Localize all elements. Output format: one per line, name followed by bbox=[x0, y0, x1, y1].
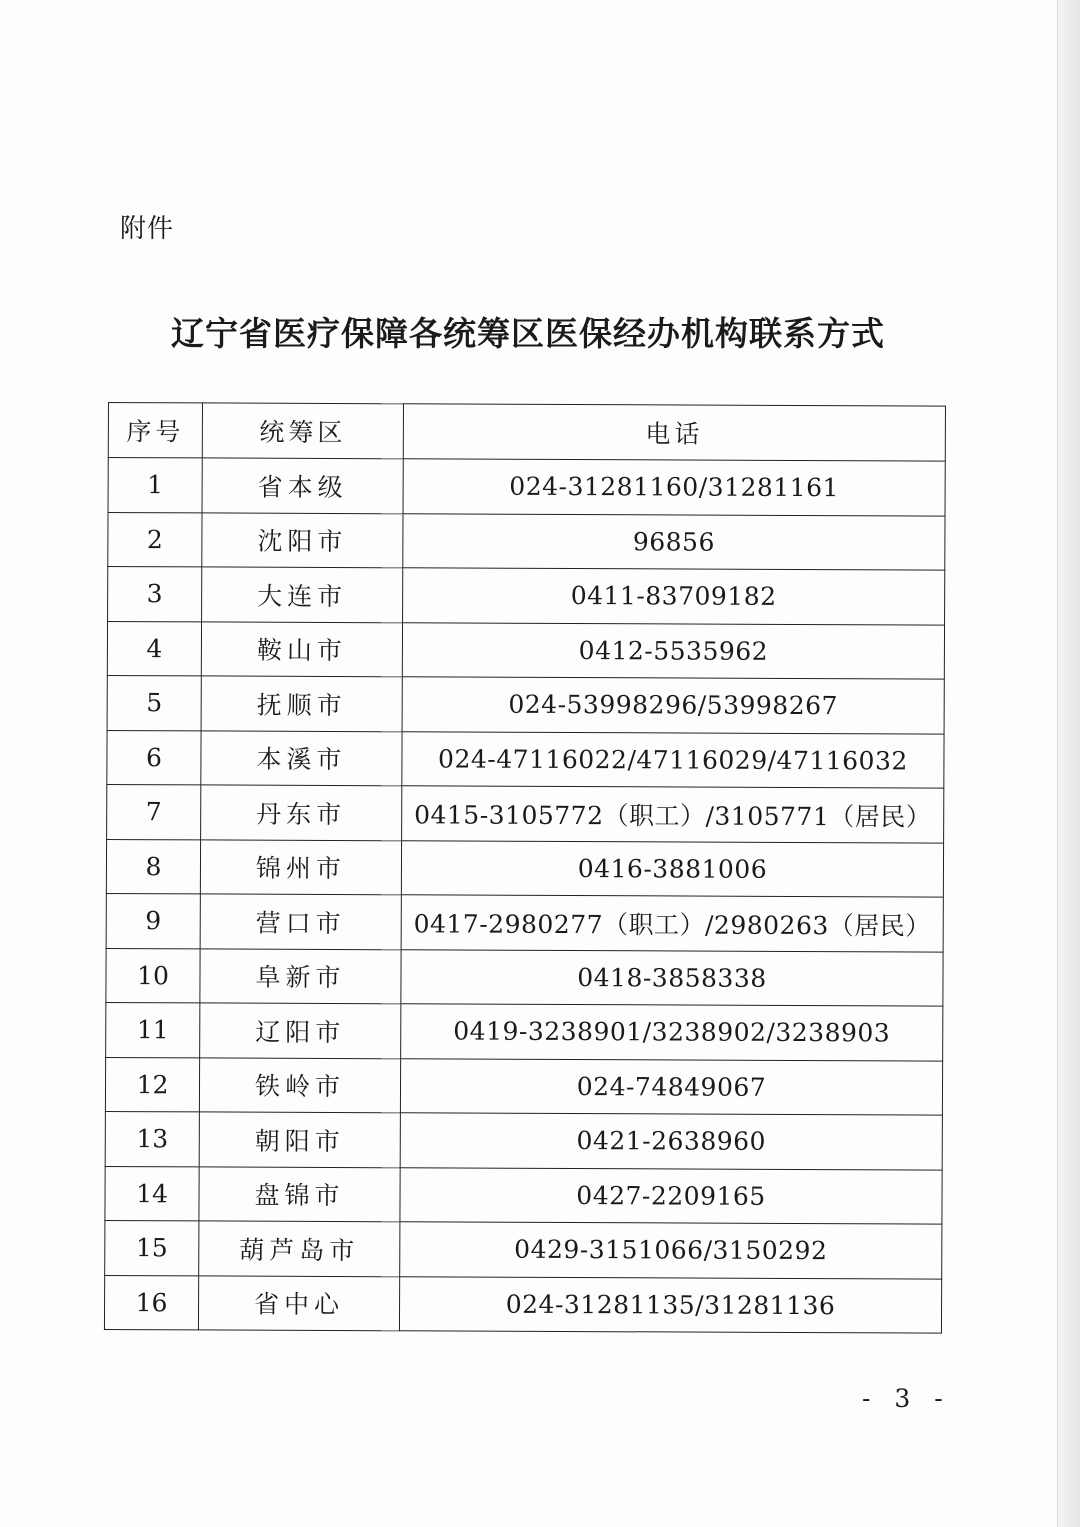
table-row bbox=[106, 893, 943, 951]
table-row bbox=[105, 1220, 942, 1278]
row-no: 9 bbox=[106, 893, 200, 948]
table-row bbox=[105, 1111, 942, 1169]
table-row bbox=[106, 1002, 943, 1060]
row-phone: 96856 bbox=[403, 513, 945, 570]
table-row bbox=[107, 675, 944, 733]
row-no: 6 bbox=[107, 730, 201, 785]
table-row bbox=[105, 1166, 942, 1224]
header-phone: 电话 bbox=[403, 404, 945, 461]
header-no: 序号 bbox=[108, 403, 202, 458]
row-area: 抚顺市 bbox=[201, 676, 402, 731]
row-phone: 024-74849067 bbox=[400, 1058, 942, 1115]
row-area: 铁岭市 bbox=[199, 1057, 400, 1112]
row-phone: 0421-2638960 bbox=[400, 1113, 942, 1170]
row-area: 省本级 bbox=[202, 458, 403, 513]
table-row bbox=[106, 839, 943, 897]
row-phone: 0419-3238901/3238902/3238903 bbox=[401, 1004, 943, 1061]
row-area: 沈阳市 bbox=[202, 512, 403, 567]
row-no: 12 bbox=[105, 1057, 199, 1112]
row-phone: 0417-2980277（职工）/2980263（居民） bbox=[401, 895, 943, 952]
row-area: 营口市 bbox=[200, 894, 401, 949]
row-phone: 0416-3881006 bbox=[401, 840, 943, 897]
row-no: 2 bbox=[108, 512, 202, 567]
row-area: 大连市 bbox=[202, 567, 403, 622]
row-area: 盘锦市 bbox=[199, 1166, 400, 1221]
row-area: 省中心 bbox=[198, 1275, 399, 1330]
row-no: 3 bbox=[108, 567, 202, 622]
table-row bbox=[105, 1057, 942, 1115]
page-edge-shadow bbox=[1057, 0, 1080, 1527]
row-no: 7 bbox=[107, 784, 201, 839]
table-row bbox=[107, 730, 944, 788]
table-row bbox=[104, 1275, 941, 1333]
row-no: 8 bbox=[106, 839, 200, 894]
row-phone: 0412-5535962 bbox=[402, 622, 944, 679]
row-phone: 0429-3151066/3150292 bbox=[400, 1222, 942, 1279]
row-phone: 0415-3105772（职工）/3105771（居民） bbox=[402, 786, 944, 843]
row-phone: 0427-2209165 bbox=[400, 1167, 942, 1224]
attachment-label: 附件 bbox=[120, 214, 175, 244]
row-no: 13 bbox=[105, 1111, 199, 1166]
row-no: 11 bbox=[106, 1002, 200, 1057]
row-no: 16 bbox=[104, 1275, 198, 1330]
table-row bbox=[107, 784, 944, 842]
row-no: 10 bbox=[106, 948, 200, 1003]
row-phone: 024-47116022/47116029/47116032 bbox=[402, 731, 944, 788]
row-phone: 0418-3858338 bbox=[401, 949, 943, 1006]
row-area: 阜新市 bbox=[200, 948, 401, 1003]
page-number: - 3 - bbox=[862, 1384, 951, 1413]
row-area: 葫芦岛市 bbox=[199, 1221, 400, 1276]
row-area: 丹东市 bbox=[201, 785, 402, 840]
row-no: 14 bbox=[105, 1166, 199, 1221]
row-phone: 024-31281135/31281136 bbox=[399, 1276, 941, 1333]
table-row bbox=[108, 512, 945, 570]
header-area: 统筹区 bbox=[202, 403, 403, 459]
row-phone: 024-53998296/53998267 bbox=[402, 677, 944, 734]
row-area: 鞍山市 bbox=[201, 621, 402, 676]
table-row bbox=[106, 948, 943, 1006]
row-no: 15 bbox=[105, 1220, 199, 1275]
row-area: 本溪市 bbox=[201, 730, 402, 785]
table-row bbox=[107, 621, 944, 679]
row-no: 4 bbox=[107, 621, 201, 676]
row-no: 5 bbox=[107, 675, 201, 730]
row-area: 锦州市 bbox=[200, 839, 401, 894]
row-area: 朝阳市 bbox=[199, 1112, 400, 1167]
contacts-table bbox=[104, 402, 946, 1334]
table-header-row bbox=[108, 403, 945, 462]
page-title: 辽宁省医疗保障各统筹区医保经办机构联系方式 bbox=[171, 314, 885, 353]
row-no: 1 bbox=[108, 458, 202, 513]
row-area: 辽阳市 bbox=[200, 1003, 401, 1058]
table-row bbox=[108, 458, 945, 516]
row-phone: 0411-83709182 bbox=[403, 568, 945, 625]
row-phone: 024-31281160/31281161 bbox=[403, 459, 945, 516]
table-row bbox=[108, 567, 945, 625]
